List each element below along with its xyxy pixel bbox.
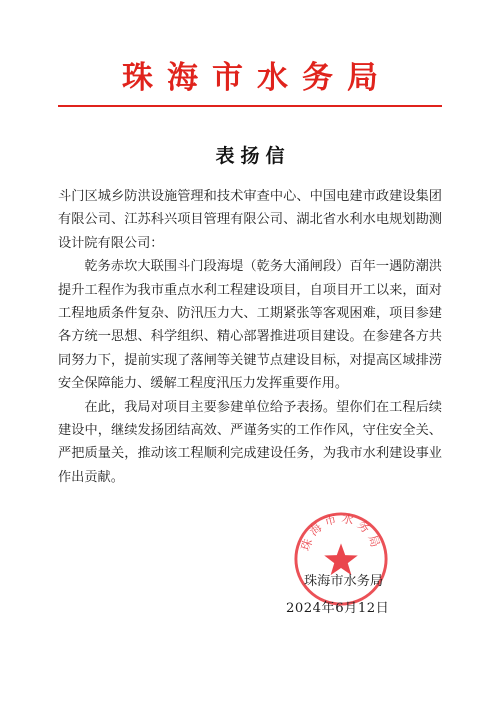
body-paragraph-2: 在此，我局对项目主要参建单位给予表扬。望你们在工程后续建设中，继续发扬团结高效、严谨务实的工作作风，守住安全关、严把质量关，推动该工程顺利完成建设任务，为我市水利建设事业作出贡献。 bbox=[58, 399, 442, 485]
salutation: 斗门区城乡防洪设施管理和技术审查中心、中国电建市政建设集团有限公司、江苏科兴项目管理有限公司、湖北省水利水电规划勘测设计院有限公司： bbox=[58, 189, 442, 251]
letter-date: 2024年6月12日 bbox=[286, 601, 390, 616]
official-seal bbox=[292, 510, 390, 608]
seal-graphic bbox=[292, 510, 390, 608]
svg-text:珠海市水务局: 珠海市水务局 bbox=[298, 510, 384, 553]
letter-body bbox=[58, 185, 442, 489]
body-paragraph-1: 乾务赤坎大联围斗门段海堤（乾务大涌闸段）百年一遇防潮洪提升工程作为我市重点水利工程建设项目，自项目开工以来，面对工程地质条件复杂、防汛压力大、工期紧张等客观困难，项目参建各方统一思想、科学组织、精心部署推进项目建设。在参建各方共同努力下，提前实现了落闸等关键节点建设目标，对提高区域排涝安全保障能力、缓解工程度汛压力发挥重要作用。 bbox=[58, 259, 442, 392]
signer: 珠海市水务局 bbox=[304, 574, 384, 589]
issuer-header: 珠海市水务局 bbox=[122, 60, 392, 96]
header-divider bbox=[58, 105, 442, 107]
letter-title: 表扬信 bbox=[215, 145, 291, 167]
